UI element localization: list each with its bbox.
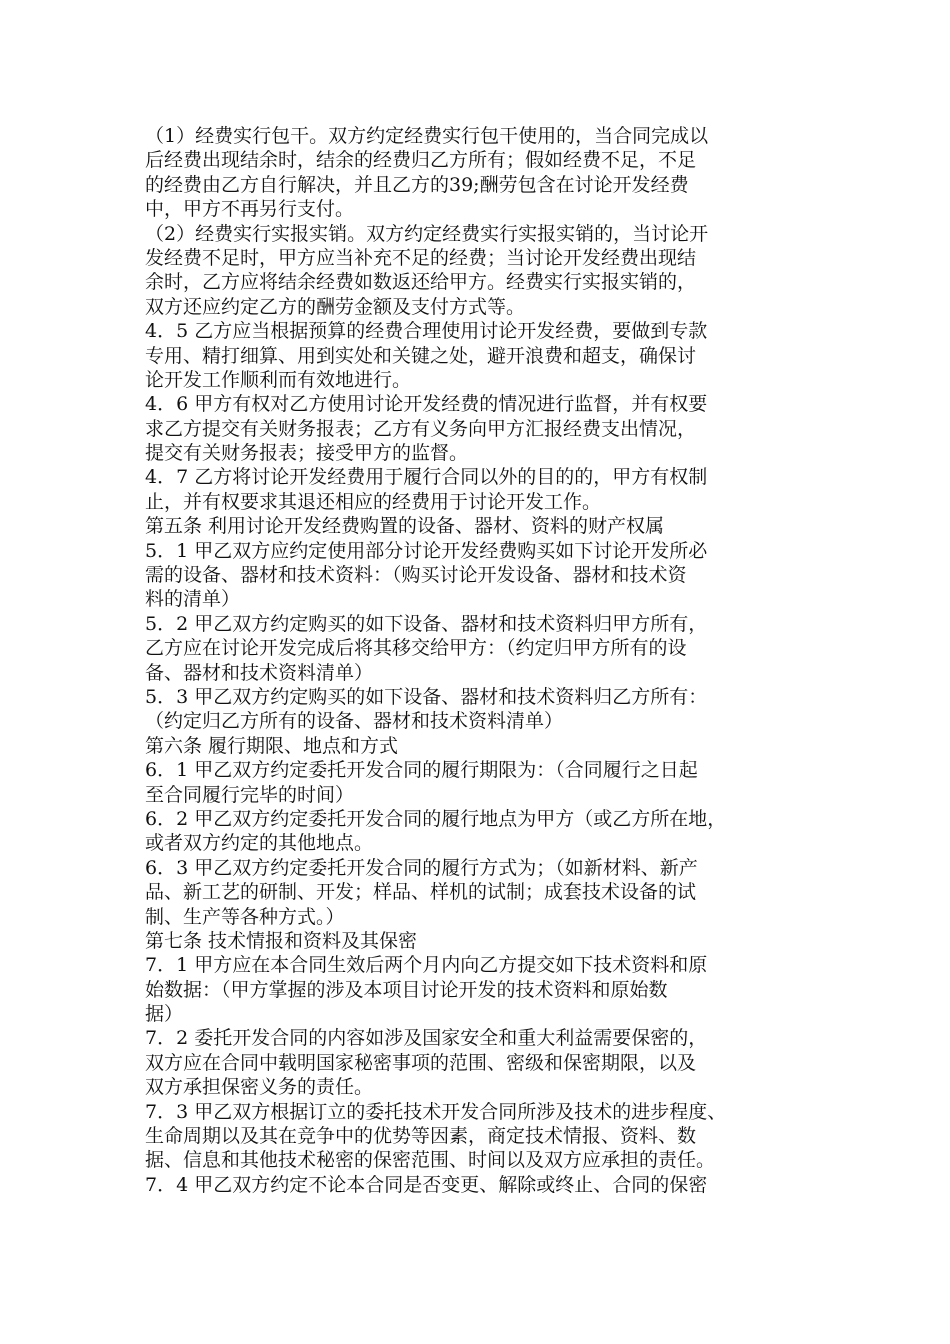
text-line: 发经费不足时，甲方应当补充不足的经费；当讨论开发经费出现结 (145, 246, 697, 269)
text-line: 7．1 甲方应在本合同生效后两个月内向乙方提交如下技术资料和原 (145, 954, 708, 977)
text-line: 专用、精打细算、用到实处和关键之处，避开浪费和超支，确保讨 (145, 344, 697, 367)
text-line: 的经费由乙方自行解决，并且乙方的39;酬劳包含在讨论开发经费 (145, 173, 689, 196)
text-line: 至合同履行完毕的时间） (145, 783, 355, 806)
text-line: 第六条 履行期限、地点和方式 (145, 734, 399, 757)
text-line: （约定归乙方所有的设备、器材和技术资料清单） (145, 710, 564, 733)
text-line: 品、新工艺的研制、开发；样品、样机的试制；成套技术设备的试 (145, 881, 697, 904)
text-line: 乙方应在讨论开发完成后将其移交给甲方：（约定归甲方所有的设 (145, 637, 687, 660)
text-line: 止，并有权要求其退还相应的经费用于讨论开发工作。 (145, 490, 602, 513)
text-line: 双方应在合同中载明国家秘密事项的范围、密级和保密期限，以及 (145, 1051, 697, 1074)
text-line: 生命周期以及其在竞争中的优势等因素，商定技术情报、资料、数 (145, 1125, 697, 1148)
text-line: 论开发工作顺利而有效地进行。 (145, 368, 412, 391)
text-line: 据） (145, 1003, 184, 1026)
text-line: 5．1 甲乙双方应约定使用部分讨论开发经费购买如下讨论开发所必 (145, 539, 708, 562)
text-line: 4．6 甲方有权对乙方使用讨论开发经费的情况进行监督，并有权要 (145, 393, 708, 416)
text-line: 中，甲方不再另行支付。 (145, 198, 355, 221)
text-line: 7．4 甲乙双方约定不论本合同是否变更、解除或终止、合同的保密 (145, 1173, 708, 1196)
text-line: 第七条 技术情报和资料及其保密 (145, 929, 418, 952)
text-line: 需的设备、器材和技术资料：（购买讨论开发设备、器材和技术资 (145, 564, 687, 587)
text-line: 备、器材和技术资料清单） (145, 661, 374, 684)
text-line: 求乙方提交有关财务报表；乙方有义务向甲方汇报经费支出情况， (145, 417, 697, 440)
text-line: 7．3 甲乙双方根据订立的委托技术开发合同所涉及技术的进步程度、 (145, 1100, 727, 1123)
text-line: 余时，乙方应将结余经费如数返还给甲方。经费实行实报实销的， (145, 271, 697, 294)
text-line: 制、生产等各种方式。） (145, 905, 345, 928)
text-line: 料的清单） (145, 588, 241, 611)
text-line: 7．2 委托开发合同的内容如涉及国家安全和重大利益需要保密的， (145, 1027, 708, 1050)
text-line: 据、信息和其他技术秘密的保密范围、时间以及双方应承担的责任。 (145, 1149, 716, 1172)
text-line: 4．5 乙方应当根据预算的经费合理使用讨论开发经费，要做到专款 (145, 320, 708, 343)
text-line: 第五条 利用讨论开发经费购置的设备、器材、资料的财产权属 (145, 515, 665, 538)
text-line: 或者双方约定的其他地点。 (145, 832, 374, 855)
text-line: 5．3 甲乙双方约定购买的如下设备、器材和技术资料归乙方所有： (145, 685, 708, 708)
document-body (145, 124, 815, 1197)
text-line: 5．2 甲乙双方约定购买的如下设备、器材和技术资料归甲方所有， (145, 612, 708, 635)
text-line: 后经费出现结余时，结余的经费归乙方所有；假如经费不足，不足 (145, 149, 697, 172)
text-line: 双方承担保密义务的责任。 (145, 1076, 374, 1099)
text-line: 双方还应约定乙方的酬劳金额及支付方式等。 (145, 295, 526, 318)
text-line: （2）经费实行实报实销。双方约定经费实行实报实销的，当讨论开 (145, 222, 709, 245)
text-line: 4．7 乙方将讨论开发经费用于履行合同以外的目的的，甲方有权制 (145, 466, 708, 489)
text-line: 6．3 甲乙双方约定委托开发合同的履行方式为；（如新材料、新产 (145, 856, 698, 879)
text-line: （1）经费实行包干。双方约定经费实行包干使用的，当合同完成以 (145, 125, 709, 147)
text-line: 提交有关财务报表；接受甲方的监督。 (145, 442, 469, 465)
text-line: 始数据：（甲方掌握的涉及本项目讨论开发的技术资料和原始数 (145, 978, 668, 1001)
text-line: 6．1 甲乙双方约定委托开发合同的履行期限为：（合同履行之日起 (145, 759, 698, 782)
text-line: 6．2 甲乙双方约定委托开发合同的履行地点为甲方（或乙方所在地， (145, 807, 727, 830)
